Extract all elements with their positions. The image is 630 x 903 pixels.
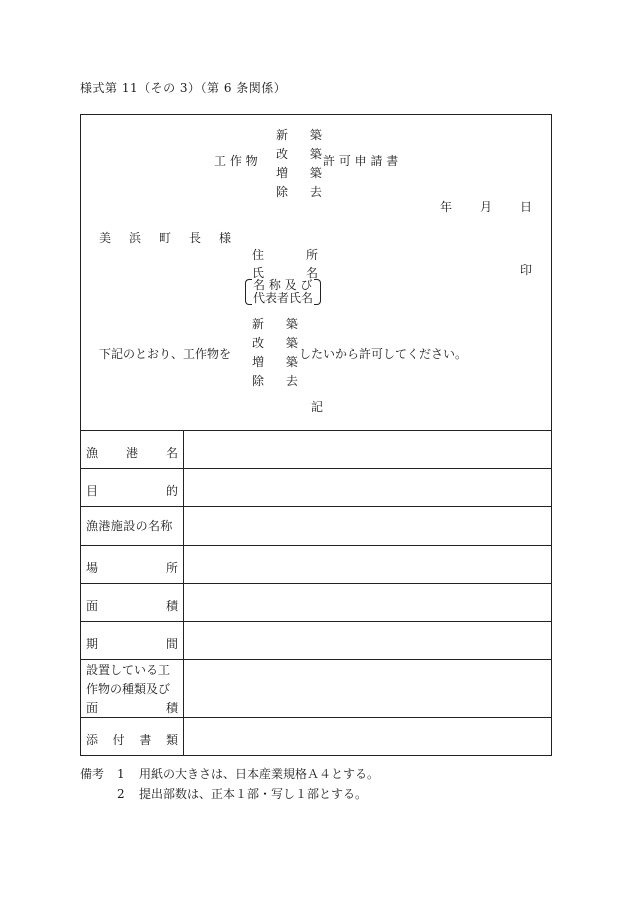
heading-action-rebuild: 改 築 (276, 147, 331, 161)
row-label-fishing-port: 漁 港 名 (86, 446, 178, 460)
form-number: 様式第 11（その 3）（第 6 条関係） (80, 81, 287, 95)
row-label-period: 期 間 (86, 637, 178, 651)
row-divider (80, 468, 552, 469)
remark-text: 提出部数は、正本１部・写し１部とする。 (139, 787, 368, 801)
org-label-1: 名 称 及 び (253, 278, 313, 292)
body-action-new: 新 築 (252, 317, 307, 331)
heading-action-extend: 増 築 (276, 166, 331, 180)
address-label: 住 所 (252, 248, 318, 262)
date-month: 月 (480, 200, 493, 214)
row-label-attachments: 添 付 書 類 (86, 733, 178, 747)
row-label-structure-type: 設置している工 作物の種類及び 面 積 (86, 663, 178, 715)
row-label-purpose: 目 的 (86, 484, 178, 498)
row-divider (80, 621, 552, 622)
name-label: 氏 名 (252, 266, 318, 280)
seal-mark: 印 (520, 263, 533, 277)
column-divider (183, 430, 184, 756)
body-tail: したいから許可してください。 (299, 347, 468, 361)
row-divider (80, 506, 552, 507)
row-divider (80, 659, 552, 660)
body-action-rebuild: 改 築 (252, 336, 307, 350)
row-label-area: 面 積 (86, 599, 178, 613)
row-divider (80, 583, 552, 584)
body-lead: 下記のとおり、工作物を (99, 347, 232, 361)
heading-action-new: 新 築 (276, 128, 331, 142)
row-label-location: 場 所 (86, 561, 178, 575)
date-day: 日 (520, 200, 533, 214)
ki-mark: 記 (311, 400, 324, 414)
remark-text: 用紙の大きさは、日本産業規格Ａ４とする。 (139, 767, 380, 781)
heading-prefix: 工 作 物 (214, 154, 258, 168)
heading-action-remove: 除 去 (276, 185, 331, 199)
date-year: 年 (440, 200, 453, 214)
table-top-line (80, 430, 552, 431)
body-action-remove: 除 去 (252, 374, 307, 388)
right-brace (314, 279, 321, 305)
org-label-2: 代表者氏名 (253, 291, 314, 305)
left-brace (245, 279, 252, 305)
remark-number: 1 (117, 767, 125, 781)
row-label-facility-name: 漁港施設の名称 (86, 519, 173, 533)
heading-suffix: 許 可 申 請 書 (323, 154, 399, 168)
addressee: 美 浜 町 長 様 (99, 231, 231, 245)
remark-number: 2 (117, 787, 125, 801)
body-action-extend: 増 築 (252, 355, 307, 369)
row-divider (80, 545, 552, 546)
remarks-heading: 備考 (80, 767, 105, 781)
